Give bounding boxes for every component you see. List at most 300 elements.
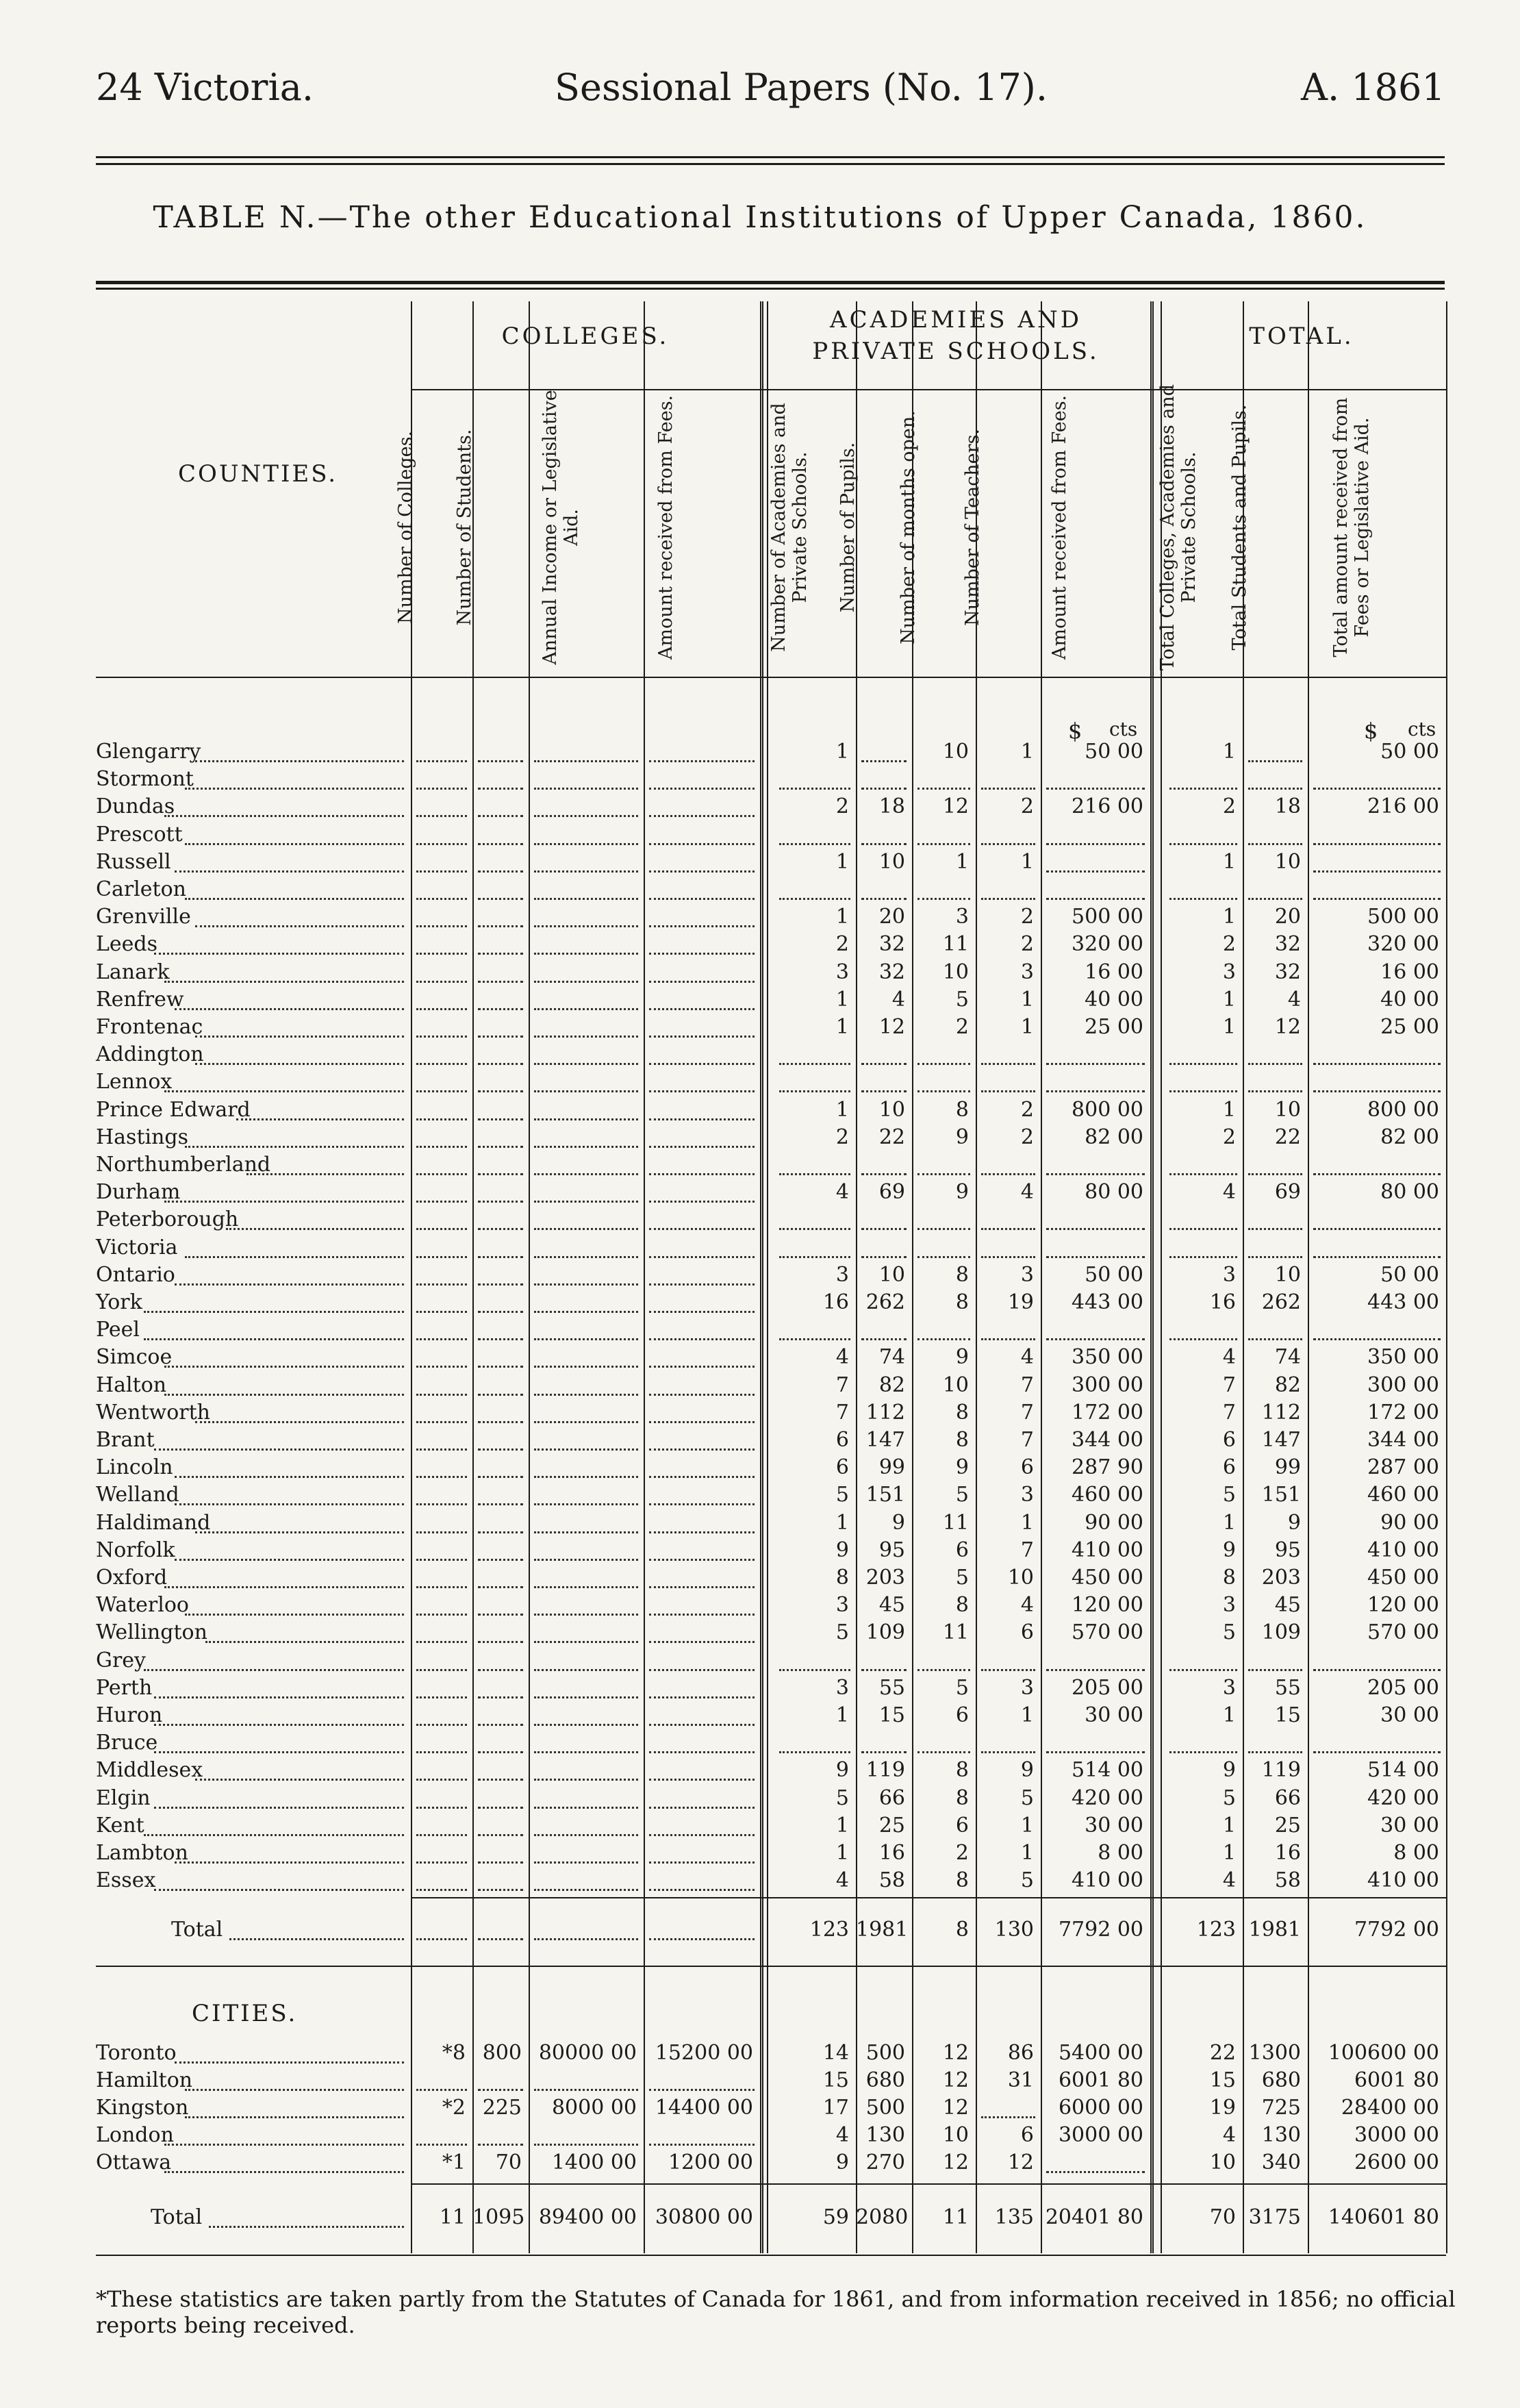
empty-cell-dots: [917, 898, 970, 900]
cell-value: 3: [835, 1263, 849, 1287]
cell-value: 7792 00: [1354, 1918, 1439, 1942]
leader-dots: [185, 843, 404, 845]
leader-dots: [205, 1641, 404, 1643]
cell-value: 350 00: [1367, 1345, 1439, 1369]
cell-value: 1: [835, 1098, 849, 1122]
empty-cell-dots: [649, 1173, 755, 1175]
county-name: Prescott: [96, 823, 183, 846]
empty-cell-dots: [1169, 1669, 1237, 1671]
cell-value: 800 00: [1367, 1098, 1439, 1122]
cell-value: 2: [1020, 1125, 1034, 1149]
county-name: Huron: [96, 1703, 163, 1727]
empty-cell-dots: [1313, 1256, 1441, 1258]
page-header-center: Sessional Papers (No. 17).: [555, 66, 1048, 109]
cell-value: 450 00: [1367, 1566, 1439, 1590]
empty-cell-dots: [779, 1063, 850, 1065]
empty-cell-dots: [478, 815, 523, 817]
empty-cell-dots: [1248, 760, 1302, 762]
cell-value: 8: [955, 1401, 969, 1425]
empty-cell-dots: [1046, 1338, 1145, 1340]
cell-value: 1: [1222, 905, 1236, 929]
empty-cell-dots: [478, 1861, 523, 1864]
cell-value: 140601 80: [1328, 2205, 1439, 2229]
empty-cell-dots: [1313, 1063, 1441, 1065]
empty-cell-dots: [416, 1201, 467, 1203]
cell-value: 151: [1261, 1483, 1301, 1507]
empty-cell-dots: [416, 1311, 467, 1313]
cell-value: 99: [878, 1455, 905, 1479]
cell-value: 80 00: [1085, 1180, 1143, 1204]
empty-cell-dots: [861, 1256, 907, 1258]
cell-value: 570 00: [1367, 1620, 1439, 1644]
empty-cell-dots: [779, 1751, 850, 1753]
empty-cell-dots: [478, 1421, 523, 1423]
empty-cell-dots: [1248, 843, 1302, 845]
leader-dots: [175, 1476, 404, 1478]
empty-cell-dots: [1046, 870, 1145, 873]
empty-cell-dots: [649, 1503, 755, 1505]
cell-value: 420 00: [1367, 1786, 1439, 1810]
empty-cell-dots: [478, 788, 523, 790]
empty-cell-dots: [534, 1366, 638, 1368]
cell-value: 320 00: [1072, 932, 1143, 956]
empty-cell-dots: [534, 1586, 638, 1588]
column-header-text: Annual Income or Legislative Aid.: [540, 390, 582, 665]
cell-value: 9: [835, 2150, 849, 2174]
empty-cell-dots: [649, 1063, 755, 1065]
cell-value: 11: [942, 1511, 969, 1535]
empty-cell-dots: [649, 1889, 755, 1891]
cell-value: 1: [835, 1703, 849, 1727]
empty-cell-dots: [649, 953, 755, 955]
cell-value: 1: [835, 1814, 849, 1838]
cell-value: 10: [878, 850, 905, 874]
empty-cell-dots: [649, 1036, 755, 1038]
empty-cell-dots: [1046, 1173, 1145, 1175]
empty-cell-dots: [1046, 2171, 1145, 2173]
empty-cell-dots: [1046, 788, 1145, 790]
empty-cell-dots: [416, 1861, 467, 1864]
empty-cell-dots: [861, 1751, 907, 1753]
cell-value: 514 00: [1072, 1758, 1143, 1782]
empty-cell-dots: [649, 1256, 755, 1258]
cell-value: 32: [1274, 932, 1301, 956]
cell-value: 4: [1287, 988, 1301, 1012]
leader-dots: [175, 1008, 404, 1010]
cell-value: 1300: [1248, 2041, 1301, 2065]
cell-value: 1: [835, 740, 849, 764]
cell-value: 8: [835, 1566, 849, 1590]
empty-cell-dots: [416, 981, 467, 983]
cell-value: 50 00: [1085, 740, 1143, 764]
cell-value: 3: [1020, 1263, 1034, 1287]
column-header-text: Amount received from Fees.: [655, 394, 676, 660]
city-total-rule: [411, 2183, 1446, 2185]
column-rule: [644, 301, 645, 2253]
empty-cell-dots: [1313, 1751, 1441, 1753]
empty-cell-dots: [1248, 1256, 1302, 1258]
leader-dots: [185, 788, 404, 790]
cell-value: *8: [442, 2041, 466, 2065]
empty-cell-dots: [478, 1201, 523, 1203]
cell-value: 9: [1222, 1758, 1236, 1782]
cell-value: 287 90: [1072, 1455, 1143, 1479]
empty-cell-dots: [534, 1146, 638, 1148]
empty-cell-dots: [1169, 1228, 1237, 1230]
cell-value: 500: [865, 2041, 905, 2065]
cell-value: 2: [1020, 1098, 1034, 1122]
empty-cell-dots: [649, 1090, 755, 1092]
cell-value: 6001 80: [1354, 2068, 1439, 2092]
cell-value: 1: [1020, 740, 1034, 764]
cell-value: 5: [955, 1483, 969, 1507]
cell-value: 16 00: [1380, 960, 1439, 984]
empty-cell-dots: [416, 1283, 467, 1285]
cell-value: 119: [1261, 1758, 1301, 1782]
cell-value: 82 00: [1380, 1125, 1439, 1149]
empty-cell-dots: [649, 843, 755, 845]
cell-value: 4: [835, 2123, 849, 2147]
table-title: TABLE N.—The other Educational Institutions of Upper Canada, 1860.: [153, 200, 1367, 235]
cell-value: 31: [1007, 2068, 1034, 2092]
county-name: Grenville: [96, 905, 191, 929]
empty-cell-dots: [416, 843, 467, 845]
cents-unit-total: cts: [1408, 718, 1436, 740]
empty-cell-dots: [534, 1503, 638, 1505]
empty-cell-dots: [478, 1696, 523, 1698]
empty-cell-dots: [478, 1311, 523, 1313]
cell-value: 59: [822, 2205, 849, 2229]
empty-cell-dots: [478, 1751, 523, 1753]
empty-cell-dots: [416, 1834, 467, 1836]
cell-value: 340: [1261, 2150, 1301, 2174]
cell-value: 130: [865, 2123, 905, 2147]
leader-dots: [185, 2116, 404, 2118]
leader-dots: [195, 1421, 404, 1423]
cell-value: 82: [878, 1373, 905, 1397]
county-name: Ontario: [96, 1263, 175, 1287]
empty-cell-dots: [534, 1173, 638, 1175]
leader-dots: [229, 1938, 404, 1940]
column-rule: [1150, 301, 1154, 2253]
leader-dots: [164, 981, 404, 983]
cell-value: 216 00: [1072, 794, 1143, 818]
cell-value: 14400 00: [655, 2096, 753, 2120]
cell-value: 1: [1020, 1814, 1034, 1838]
cell-value: 4: [891, 988, 905, 1012]
leader-dots: [164, 1394, 404, 1396]
empty-cell-dots: [649, 925, 755, 927]
empty-cell-dots: [981, 1751, 1035, 1753]
cell-value: 28400 00: [1341, 2096, 1439, 2120]
cell-value: 1: [955, 850, 969, 874]
cell-value: 410 00: [1367, 1538, 1439, 1562]
empty-cell-dots: [478, 2144, 523, 2146]
cell-value: 1: [1020, 1511, 1034, 1535]
empty-cell-dots: [534, 1751, 638, 1753]
cell-value: 7: [1020, 1428, 1034, 1452]
cell-value: 70: [1209, 2205, 1236, 2229]
empty-cell-dots: [981, 1173, 1035, 1175]
empty-cell-dots: [534, 1669, 638, 1671]
empty-cell-dots: [779, 1669, 850, 1671]
leader-dots: [185, 1614, 404, 1616]
county-name: Addington: [96, 1042, 204, 1066]
county-name: Lincoln: [96, 1455, 173, 1479]
cell-value: 11: [942, 2205, 969, 2229]
cell-value: 15: [1274, 1703, 1301, 1727]
empty-cell-dots: [416, 2089, 467, 2091]
empty-cell-dots: [478, 1366, 523, 1368]
empty-cell-dots: [478, 1807, 523, 1809]
empty-cell-dots: [416, 788, 467, 790]
cell-value: 2: [835, 1125, 849, 1149]
cell-value: 262: [865, 1290, 905, 1314]
cell-value: 3: [955, 905, 969, 929]
empty-cell-dots: [1313, 870, 1441, 873]
cell-value: 4: [835, 1180, 849, 1204]
cell-value: 9: [955, 1125, 969, 1149]
cell-value: 120 00: [1367, 1593, 1439, 1617]
cell-value: 130: [1261, 2123, 1301, 2147]
cell-value: 1: [1020, 1703, 1034, 1727]
empty-cell-dots: [981, 1669, 1035, 1671]
county-name: Oxford: [96, 1566, 168, 1590]
empty-cell-dots: [478, 1503, 523, 1505]
cell-value: 320 00: [1367, 932, 1439, 956]
empty-cell-dots: [478, 1559, 523, 1561]
leader-dots: [175, 1861, 404, 1864]
cell-value: 135: [994, 2205, 1034, 2229]
county-name: Simcoe: [96, 1345, 173, 1369]
cell-value: 66: [878, 1786, 905, 1810]
empty-cell-dots: [534, 2089, 638, 2091]
empty-cell-dots: [1046, 898, 1145, 900]
empty-cell-dots: [534, 981, 638, 983]
empty-cell-dots: [416, 870, 467, 873]
cell-value: 10: [942, 740, 969, 764]
cell-value: 1: [1222, 850, 1236, 874]
empty-cell-dots: [649, 1641, 755, 1643]
empty-cell-dots: [1248, 1338, 1302, 1340]
cell-value: 7: [835, 1373, 849, 1397]
empty-cell-dots: [861, 1669, 907, 1671]
cell-value: 3000 00: [1058, 2123, 1143, 2147]
cell-value: 1: [835, 1015, 849, 1039]
cell-value: 725: [1261, 2096, 1301, 2120]
column-header-text: Total Students and Pupils.: [1228, 404, 1250, 651]
cell-value: 5: [1020, 1786, 1034, 1810]
empty-cell-dots: [649, 1807, 755, 1809]
cell-value: 6: [1222, 1428, 1236, 1452]
footnote: *These statistics are taken partly from the Statutes of Canada for 1861, and from information received in 1856; no official reports being received.: [96, 2286, 1456, 2338]
county-name: Lambton: [96, 1841, 188, 1865]
empty-cell-dots: [861, 843, 907, 845]
cell-value: 420 00: [1072, 1786, 1143, 1810]
county-name: Peel: [96, 1318, 140, 1342]
empty-cell-dots: [416, 1669, 467, 1671]
empty-cell-dots: [649, 2089, 755, 2091]
cell-value: 350 00: [1072, 1345, 1143, 1369]
county-name: Lanark: [96, 960, 170, 984]
empty-cell-dots: [917, 1751, 970, 1753]
empty-cell-dots: [981, 1228, 1035, 1230]
empty-cell-dots: [534, 1641, 638, 1643]
cell-value: 8: [955, 1290, 969, 1314]
cell-value: 9: [955, 1345, 969, 1369]
leader-dots: [164, 815, 404, 817]
empty-cell-dots: [534, 788, 638, 790]
cell-value: 5: [1222, 1786, 1236, 1810]
empty-cell-dots: [1313, 1669, 1441, 1671]
county-name: Lennox: [96, 1070, 173, 1094]
empty-cell-dots: [478, 1118, 523, 1120]
cell-value: 6000 00: [1058, 2096, 1143, 2120]
cell-value: 6: [955, 1703, 969, 1727]
empty-cell-dots: [1313, 1173, 1441, 1175]
cell-value: 3: [835, 1593, 849, 1617]
cell-value: 10: [1007, 1566, 1034, 1590]
empty-cell-dots: [478, 953, 523, 955]
cell-value: 10: [942, 2123, 969, 2147]
cell-value: 300 00: [1367, 1373, 1439, 1397]
empty-cell-dots: [1169, 1173, 1237, 1175]
leader-dots: [185, 1256, 404, 1258]
empty-cell-dots: [779, 1338, 850, 1340]
empty-cell-dots: [649, 1938, 755, 1940]
empty-cell-dots: [917, 1338, 970, 1340]
cell-value: 151: [865, 1483, 905, 1507]
cell-value: 40 00: [1380, 988, 1439, 1012]
cell-value: 12: [878, 1015, 905, 1039]
cell-value: 50 00: [1085, 1263, 1143, 1287]
county-name: London: [96, 2123, 174, 2147]
empty-cell-dots: [478, 1476, 523, 1478]
cell-value: 18: [878, 794, 905, 818]
cell-value: 6001 80: [1058, 2068, 1143, 2092]
county-name: Dundas: [96, 794, 175, 818]
cell-value: 10: [942, 1373, 969, 1397]
cell-value: 12: [1274, 1015, 1301, 1039]
empty-cell-dots: [917, 1173, 970, 1175]
empty-cell-dots: [416, 1503, 467, 1505]
empty-cell-dots: [649, 1559, 755, 1561]
cell-value: 6: [955, 1814, 969, 1838]
empty-cell-dots: [649, 1696, 755, 1698]
empty-cell-dots: [478, 1531, 523, 1533]
cell-value: 4: [1020, 1345, 1034, 1369]
empty-cell-dots: [416, 1807, 467, 1809]
cell-value: 5: [835, 1483, 849, 1507]
empty-cell-dots: [416, 1641, 467, 1643]
empty-cell-dots: [478, 898, 523, 900]
cell-value: 80 00: [1380, 1180, 1439, 1204]
empty-cell-dots: [478, 1283, 523, 1285]
cell-value: 3: [1222, 1593, 1236, 1617]
empty-cell-dots: [981, 1090, 1035, 1092]
leader-dots: [164, 2171, 404, 2173]
empty-cell-dots: [416, 1559, 467, 1561]
county-name: Halton: [96, 1373, 167, 1397]
empty-cell-dots: [534, 2144, 638, 2146]
county-name: Ottawa: [96, 2150, 172, 2174]
leader-dots: [154, 1448, 404, 1451]
empty-cell-dots: [1046, 843, 1145, 845]
cell-value: 800: [482, 2041, 522, 2065]
cell-value: 2: [1222, 794, 1236, 818]
cell-value: 19: [1209, 2096, 1236, 2120]
leader-dots: [175, 870, 404, 873]
cell-value: 1: [1222, 1814, 1236, 1838]
cell-value: 119: [865, 1758, 905, 1782]
empty-cell-dots: [416, 1476, 467, 1478]
county-name: York: [96, 1290, 142, 1314]
empty-cell-dots: [416, 1421, 467, 1423]
cell-value: 3: [835, 1676, 849, 1700]
empty-cell-dots: [779, 843, 850, 845]
table-rule-top: [96, 281, 1445, 284]
cell-value: 32: [1274, 960, 1301, 984]
empty-cell-dots: [649, 1448, 755, 1451]
cell-value: 55: [878, 1676, 905, 1700]
leader-dots: [195, 1779, 404, 1781]
empty-cell-dots: [1046, 1063, 1145, 1065]
header-rule-top: [96, 156, 1445, 158]
cell-value: 50 00: [1380, 740, 1439, 764]
county-name: Carleton: [96, 877, 186, 901]
cell-value: 120 00: [1072, 1593, 1143, 1617]
empty-cell-dots: [416, 1531, 467, 1533]
empty-cell-dots: [981, 2116, 1035, 2118]
empty-cell-dots: [416, 1118, 467, 1120]
cell-value: 7: [1020, 1401, 1034, 1425]
empty-cell-dots: [649, 1476, 755, 1478]
empty-cell-dots: [416, 1090, 467, 1092]
empty-cell-dots: [416, 2144, 467, 2146]
cell-value: 270: [865, 2150, 905, 2174]
leader-dots: [246, 1173, 404, 1175]
empty-cell-dots: [649, 1366, 755, 1368]
empty-cell-dots: [779, 898, 850, 900]
column-header-rule: [96, 677, 1446, 678]
county-name: Total: [151, 2205, 203, 2229]
county-name: Wentworth: [96, 1401, 210, 1425]
empty-cell-dots: [416, 1586, 467, 1588]
county-name: Grey: [96, 1648, 147, 1672]
cell-value: 6: [1020, 1620, 1034, 1644]
group-total: TOTAL.: [1249, 323, 1354, 350]
cell-value: 30 00: [1085, 1703, 1143, 1727]
empty-cell-dots: [861, 898, 907, 900]
cell-value: 12: [942, 2096, 969, 2120]
empty-cell-dots: [534, 1283, 638, 1285]
cell-value: 130: [994, 1918, 1034, 1942]
empty-cell-dots: [917, 1228, 970, 1230]
empty-cell-dots: [534, 898, 638, 900]
empty-cell-dots: [416, 1614, 467, 1616]
cell-value: 2: [835, 794, 849, 818]
cell-value: 9: [835, 1538, 849, 1562]
leader-dots: [195, 925, 404, 927]
empty-cell-dots: [478, 1834, 523, 1836]
cell-value: 25: [1274, 1814, 1301, 1838]
cell-value: 1: [1222, 988, 1236, 1012]
leader-dots: [154, 953, 404, 955]
cell-value: 112: [865, 1401, 905, 1425]
leader-dots: [164, 2144, 404, 2146]
cell-value: 2080: [856, 2205, 909, 2229]
cell-value: 2: [1020, 932, 1034, 956]
